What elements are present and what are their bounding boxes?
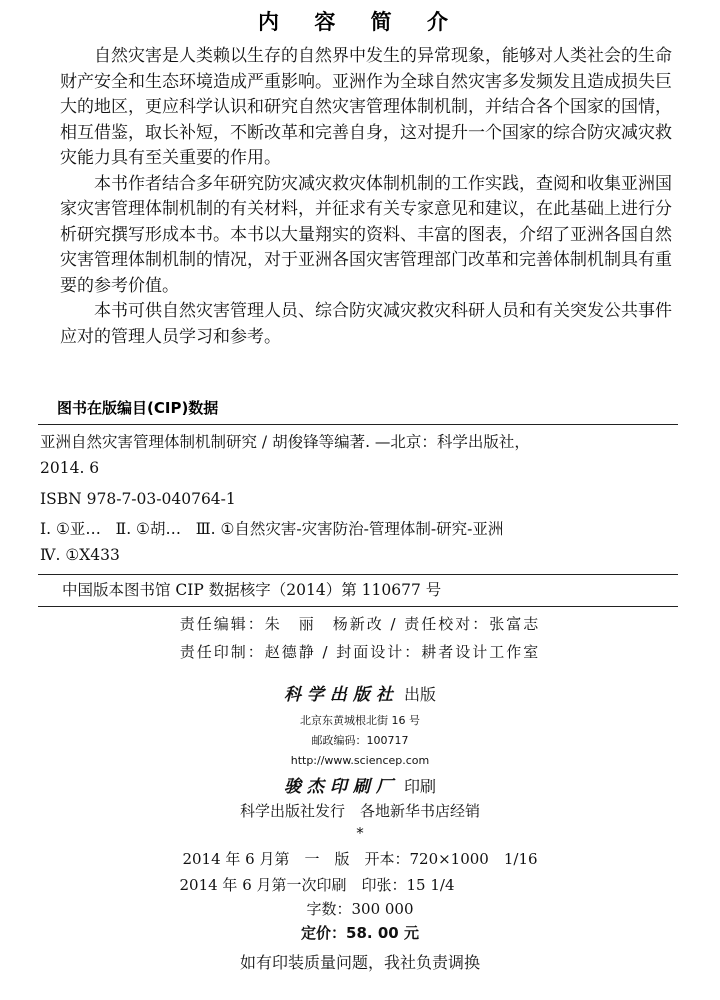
cip-verification: 中国版本图书馆 CIP 数据核字（2014）第 110677 号 [62,581,442,599]
publisher-postcode: 邮政编码：100717 [311,734,409,747]
printer-line [0,772,720,797]
cip-isbn: ISBN 978-7-03-040764-1 [40,490,236,508]
printer-name: 骏杰印刷厂 [283,777,399,797]
production-credits: 责任印制：赵德静 / 封面设计：耕者设计工作室 [179,643,541,661]
intro-paragraph: 本书可供自然灾害管理人员、综合防灾减灾救灾科研人员和有关突发公共事件应对的管理人员学习和参考。 [60,301,672,347]
quality-notice: 如有印装质量问题，我社负责调换 [239,953,480,972]
word-count: 字数：300 000 [306,900,414,918]
editor-credits: 责任编辑：朱 丽 杨新改 / 责任校对：张富志 [179,615,541,633]
printing-line: 2014 年 6 月第一次印刷 印张：15 1/4 [179,876,455,894]
publisher-name: 科学出版社 [283,685,399,705]
publisher-suffix: 出版 [404,685,437,704]
price-label: 定价： [301,924,347,942]
divider [38,424,678,425]
divider [38,606,678,607]
cip-record-line: 2014. 6 [40,459,100,477]
page-title: 内 容 简 介 [258,9,462,34]
cip-record-line: 亚洲自然灾害管理体制机制研究 / 胡俊锋等编著. —北京：科学出版社， [40,433,530,451]
divider [38,574,678,575]
cip-classification-line: Ⅳ. ①X433 [40,546,120,564]
intro-paragraph: 本书作者结合多年研究防灾减灾救灾体制机制的工作实践，查阅和收集亚洲国家灾害管理体制机制的有关材料，并征求有关专家意见和建议，在此基础上进行分析研究撰写形成本书。本书以大量翔实的资料、丰富的图表，介绍了亚洲各国自然灾害管理体制机制的情况，对于亚洲各国灾害管理部门改革和完善体制机制具有重要的参考价值。 [60,173,672,296]
price-value: 58. 00 元 [346,924,419,942]
cip-classification-line: Ⅰ. ①亚… Ⅱ. ①胡… Ⅲ. ①自然灾害-灾害防治-管理体制-研究-亚洲 [40,520,504,538]
edition-line: 2014 年 6 月第 一 版 开本：720×1000 1/16 [182,850,538,868]
publisher-line [0,680,720,705]
separator-asterisk: * [356,824,364,842]
cip-record [40,429,676,481]
printer-suffix: 印刷 [404,777,437,796]
intro-text [60,44,672,350]
cip-classification [40,516,676,568]
publisher-website: http://www.sciencep.com [290,754,430,767]
intro-paragraph: 自然灾害是人类赖以生存的自然界中发生的异常现象，能够对人类社会的生命财产安全和生态环境造成严重影响。亚洲作为全球自然灾害多发频发且造成损失巨大的地区，更应科学认识和研究自然灾害管理体制机制，并结合各个国家的国情，相互借鉴，取长补短，不断改革和完善自身，这对提升一个国家的综合防灾减灾救灾能力具有至关重要的作用。 [60,46,672,168]
publisher-address: 北京东黄城根北街 16 号 [300,714,420,727]
distribution-line: 科学出版社发行 各地新华书店经销 [239,802,480,820]
price-line [0,922,720,943]
cip-heading: 图书在版编目(CIP)数据 [57,399,219,417]
